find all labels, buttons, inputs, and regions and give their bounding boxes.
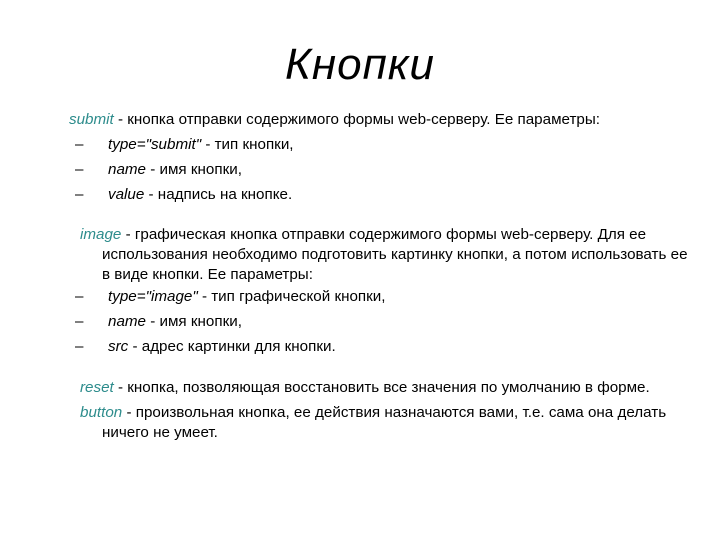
param-name: type="submit": [108, 136, 202, 153]
param-item: [75, 287, 695, 307]
param-item: [75, 337, 695, 357]
keyword-button: button: [80, 404, 123, 421]
slide-title: [0, 40, 720, 90]
section-submit: [69, 110, 709, 205]
param-name: src: [108, 338, 129, 355]
slide-title-text: Кнопки: [284, 40, 436, 89]
submit-definition: [69, 110, 709, 130]
param-name: value: [108, 186, 145, 203]
param-item: [75, 185, 709, 205]
submit-description: - кнопка отправки содержимого формы web-серверу. Ее параметры:: [113, 111, 600, 128]
button-description: - произвольная кнопка, ее действия назначаются вами, т.е. сама она делать ничего не умеет.: [102, 404, 667, 441]
dash-bullet-icon: –: [75, 186, 84, 203]
param-desc: - надпись на кнопке.: [144, 186, 293, 203]
param-desc: - адрес картинки для кнопки.: [128, 338, 336, 355]
param-desc: - тип графической кнопки,: [197, 288, 386, 305]
keyword-image: image: [80, 226, 122, 243]
image-params: [75, 287, 695, 357]
dash-bullet-icon: –: [75, 288, 84, 305]
dash-bullet-icon: –: [75, 136, 84, 153]
param-desc: - имя кнопки,: [146, 161, 242, 178]
image-description: - графическая кнопка отправки содержимого формы web-серверу. Для ее использования необходимо подготовить картинку кнопки, а потом использовать ее в виде кнопки. Ее параметры:: [102, 226, 688, 283]
section-reset: [80, 378, 710, 398]
param-name: name: [108, 161, 146, 178]
reset-definition: [80, 378, 710, 398]
param-desc: - имя кнопки,: [146, 313, 242, 330]
section-image: [80, 225, 690, 285]
param-name: name: [108, 313, 146, 330]
section-button: [80, 403, 680, 443]
reset-description: - кнопка, позволяющая восстановить все значения по умолчанию в форме.: [113, 379, 650, 396]
dash-bullet-icon: –: [75, 313, 84, 330]
button-definition: [80, 403, 680, 443]
param-name: type="image": [108, 288, 198, 305]
param-item: [75, 160, 709, 180]
param-item: [75, 135, 709, 155]
keyword-reset: reset: [80, 379, 114, 396]
dash-bullet-icon: –: [75, 161, 84, 178]
keyword-submit: submit: [69, 111, 114, 128]
dash-bullet-icon: –: [75, 338, 84, 355]
image-definition: [80, 225, 690, 285]
param-desc: - тип кнопки,: [201, 136, 294, 153]
param-item: [75, 312, 695, 332]
